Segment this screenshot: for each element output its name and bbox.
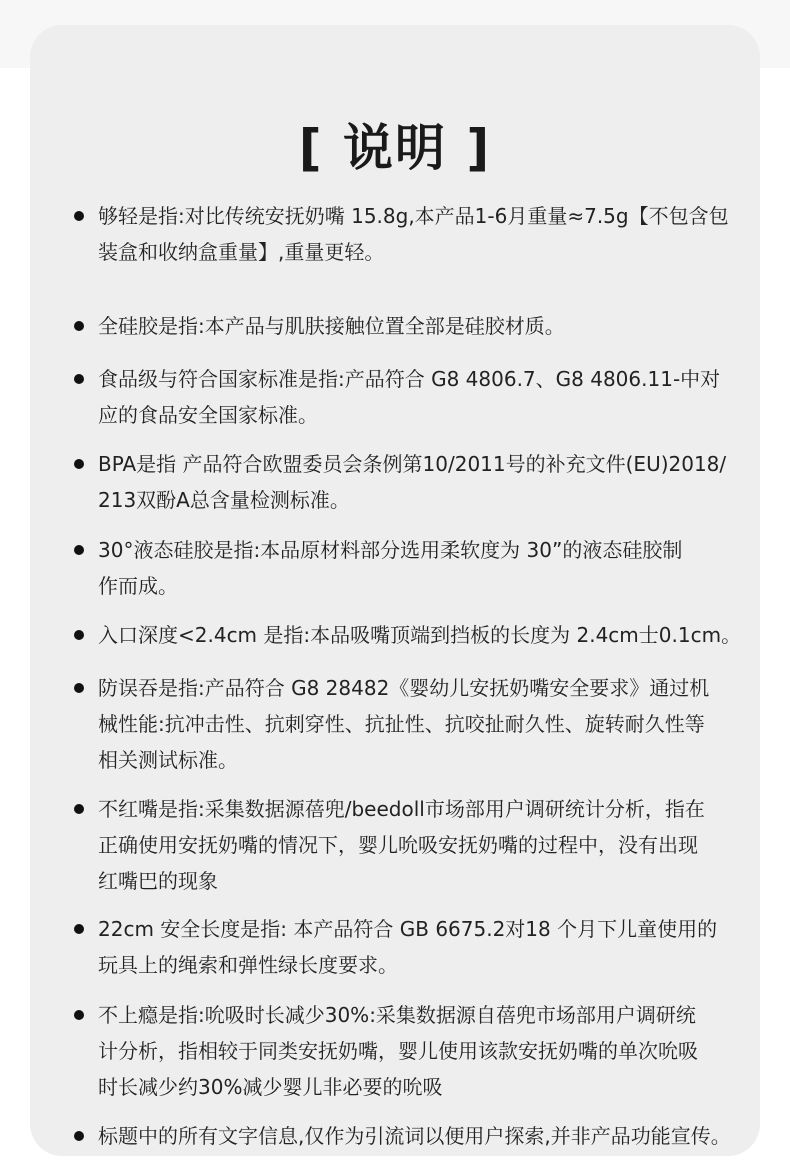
note-text: 全硅胶是指:本产品与肌肤接触位置全部是硅胶材质。 (98, 314, 565, 338)
note-item-safe-length (74, 911, 749, 983)
note-text: 不上瘾是指:吮吸时长减少30%:采集数据源自蓓兜市场部用户调研统 计分析，指相较于同类安抚奶嘴，婴儿使用该款安抚奶嘴的单次吮吸 时长减少约30%减少婴儿非必要的吮吸 (98, 1003, 698, 1099)
note-item-title-disclaimer (74, 1118, 749, 1154)
note-item-full-silicone (74, 308, 749, 344)
bullet-icon (74, 459, 84, 469)
bullet-icon (74, 321, 84, 331)
bullet-icon (74, 630, 84, 640)
note-item-non-addictive (74, 997, 749, 1105)
note-text: 不红嘴是指:采集数据源蓓兜/beedoll市场部用户调研统计分析，指在 正确使用安抚奶嘴的情况下，婴儿吮吸安抚奶嘴的过程中，没有出现 红嘴巴的现象 (98, 797, 705, 893)
note-item-anti-swallow (74, 670, 749, 778)
note-item-entry-depth (74, 617, 749, 653)
bullet-icon (74, 683, 84, 693)
note-item-no-red-mouth (74, 791, 749, 899)
note-text: 标题中的所有文字信息,仅作为引流词以便用户探索,并非产品功能宣传。 (98, 1124, 731, 1148)
note-text: BPA是指 产品符合欧盟委员会条例第10/2011号的补充文件(EU)2018/ 213双酚A总含量检测标准。 (98, 452, 727, 512)
note-text: 够轻是指:对比传统安抚奶嘴 15.8g,本产品1-6月重量≈7.5g【不包含包 装盒和收纳盒重量】,重量更轻。 (98, 204, 729, 264)
bullet-icon (74, 924, 84, 934)
note-text: 食品级与符合国家标准是指:产品符合 G8 4806.7、G8 4806.11-中对 应的食品安全国家标准。 (98, 367, 721, 427)
note-text: 30°液态硅胶是指:本品原材料部分选用柔软度为 30”的液态硅胶制 作而成。 (98, 538, 683, 598)
note-item-liquid-silicone (74, 532, 749, 604)
note-item-bpa (74, 446, 749, 518)
note-item-food-grade (74, 361, 749, 433)
bullet-icon (74, 804, 84, 814)
note-text: 入口深度<2.4cm 是指:本品吸嘴顶端到挡板的长度为 2.4cm士0.1cm。 (98, 623, 742, 647)
bullet-icon (74, 374, 84, 384)
notice-card (30, 25, 760, 1156)
bullet-icon (74, 545, 84, 555)
note-text: 防误吞是指:产品符合 G8 28482《婴幼儿安抚奶嘴安全要求》通过机 械性能:抗冲击性、抗刺穿性、抗扯性、抗咬扯耐久性、旋转耐久性等 相关测试标准。 (98, 676, 710, 772)
bullet-icon (74, 211, 84, 221)
bullet-icon (74, 1010, 84, 1020)
note-text: 22cm 安全长度是指: 本产品符合 GB 6675.2对18 个月下儿童使用的 玩具上的绳索和弹性绿长度要求。 (98, 917, 718, 977)
bullet-icon (74, 1131, 84, 1141)
card-title: [ 说明 ] (298, 119, 492, 177)
note-item-light-weight (74, 198, 749, 270)
